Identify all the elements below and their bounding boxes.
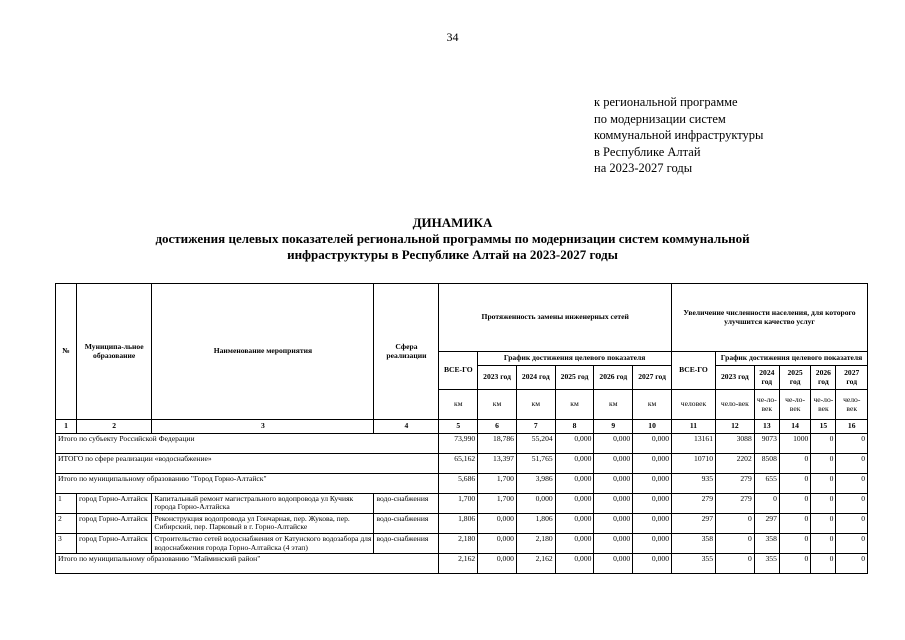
value-cell: 279	[716, 473, 755, 493]
row-number: 3	[56, 533, 77, 553]
column-number: 11	[672, 420, 716, 434]
value-cell: 297	[672, 513, 716, 533]
column-number: 14	[779, 420, 810, 434]
column-number: 12	[716, 420, 755, 434]
value-cell: 655	[754, 473, 779, 493]
appendix-line: по модернизации систем	[594, 111, 726, 126]
value-cell: 0,000	[555, 473, 594, 493]
column-number: 2	[76, 420, 151, 434]
value-cell: 0,000	[594, 473, 633, 493]
value-cell: 0	[811, 513, 836, 533]
summary-row-gorno-altaysk	[56, 473, 868, 493]
column-number: 6	[478, 420, 517, 434]
value-cell: 1000	[779, 433, 810, 453]
row-sphere: водо-снабжения	[374, 513, 439, 533]
value-cell: 0,000	[555, 513, 594, 533]
row-municipality: город Горно-Алтайск	[76, 533, 151, 553]
value-cell: 0,000	[633, 433, 672, 453]
table-row	[56, 533, 868, 553]
value-cell: 3,986	[516, 473, 555, 493]
value-cell: 3088	[716, 433, 755, 453]
value-cell: 2202	[716, 453, 755, 473]
header-municipality: Муниципа-льное образование	[76, 284, 151, 420]
value-cell: 0,000	[594, 513, 633, 533]
unit-km: км	[633, 390, 672, 420]
value-cell: 10710	[672, 453, 716, 473]
value-cell: 355	[754, 554, 779, 574]
row-number: 1	[56, 493, 77, 513]
value-cell: 0	[811, 453, 836, 473]
value-cell: 0,000	[633, 453, 672, 473]
row-measure: Капитальный ремонт магистрального водопровода ул Кучияк города Горно-Алтайска	[152, 493, 374, 513]
summary-label: Итого по муниципальному образованию "Город Горно-Алтайск"	[56, 473, 439, 493]
column-number: 16	[836, 420, 868, 434]
value-cell: 0	[811, 433, 836, 453]
document-subtitle-line: инфраструктуры в Республике Алтай на 2023-2027 годы	[287, 247, 618, 262]
row-number: 2	[56, 513, 77, 533]
value-cell: 0	[779, 493, 810, 513]
value-cell: 13,397	[478, 453, 517, 473]
value-cell: 65,162	[439, 453, 478, 473]
summary-row-mayma	[56, 554, 868, 574]
value-cell: 0,000	[555, 554, 594, 574]
value-cell: 1,700	[478, 493, 517, 513]
value-cell: 0	[836, 554, 868, 574]
value-cell: 0,000	[594, 493, 633, 513]
value-cell: 358	[754, 533, 779, 553]
value-cell: 355	[672, 554, 716, 574]
value-cell: 297	[754, 513, 779, 533]
column-number: 10	[633, 420, 672, 434]
value-cell: 0,000	[633, 493, 672, 513]
value-cell: 0,000	[594, 554, 633, 574]
value-cell: 0	[754, 493, 779, 513]
value-cell: 18,786	[478, 433, 517, 453]
value-cell: 0	[811, 554, 836, 574]
unit-km: км	[555, 390, 594, 420]
header-year: 2027 год	[633, 366, 672, 390]
value-cell: 0	[779, 513, 810, 533]
header-networks-total: ВСЕ-ГО	[439, 352, 478, 390]
summary-row-sphere	[56, 453, 868, 473]
row-measure: Строительство сетей водоснабжения от Катунского водозабора для водоснабжения города Горно-Алтайска (4 этап)	[152, 533, 374, 553]
value-cell: 0,000	[633, 533, 672, 553]
summary-row-subject	[56, 433, 868, 453]
unit-km: км	[594, 390, 633, 420]
header-population-total: ВСЕ-ГО	[672, 352, 716, 390]
unit-km: км	[478, 390, 517, 420]
header-networks-schedule: График достижения целевого показателя	[478, 352, 672, 366]
value-cell: 279	[716, 493, 755, 513]
value-cell: 0,000	[594, 433, 633, 453]
value-cell: 51,765	[516, 453, 555, 473]
value-cell: 0	[836, 433, 868, 453]
value-cell: 935	[672, 473, 716, 493]
value-cell: 1,806	[439, 513, 478, 533]
value-cell: 73,990	[439, 433, 478, 453]
value-cell: 0	[716, 533, 755, 553]
value-cell: 2,162	[439, 554, 478, 574]
column-number: 4	[374, 420, 439, 434]
unit-people: че-ло-век	[811, 390, 836, 420]
header-year: 2024 год	[754, 366, 779, 390]
value-cell: 0,000	[478, 533, 517, 553]
column-number: 1	[56, 420, 77, 434]
value-cell: 0	[811, 493, 836, 513]
value-cell: 9073	[754, 433, 779, 453]
row-sphere: водо-снабжения	[374, 493, 439, 513]
column-number: 8	[555, 420, 594, 434]
header-sphere: Сфера реализации	[374, 284, 439, 420]
appendix-line: в Республике Алтай	[594, 144, 701, 159]
value-cell: 0	[811, 533, 836, 553]
value-cell: 55,204	[516, 433, 555, 453]
unit-people: че-ло-век	[754, 390, 779, 420]
value-cell: 0	[779, 533, 810, 553]
unit-people: чело-век	[716, 390, 755, 420]
row-sphere: водо-снабжения	[374, 533, 439, 553]
value-cell: 0,000	[478, 513, 517, 533]
header-year: 2026 год	[594, 366, 633, 390]
row-measure: Реконструкция водопровода ул Гончарная, пер. Жукова, пер. Сибирский, пер. Парковый в г. Горно-Алтайске	[152, 513, 374, 533]
column-number: 13	[754, 420, 779, 434]
value-cell: 0	[779, 473, 810, 493]
value-cell: 8508	[754, 453, 779, 473]
header-year: 2024 год	[516, 366, 555, 390]
row-municipality: город Горно-Алтайск	[76, 493, 151, 513]
value-cell: 0,000	[555, 453, 594, 473]
column-number: 3	[152, 420, 374, 434]
row-municipality: город Горно-Алтайск	[76, 513, 151, 533]
value-cell: 2,180	[439, 533, 478, 553]
appendix-line: к региональной программе	[594, 95, 738, 109]
value-cell: 1,700	[439, 493, 478, 513]
value-cell: 2,180	[516, 533, 555, 553]
value-cell: 0	[836, 453, 868, 473]
value-cell: 279	[672, 493, 716, 513]
table-row	[56, 493, 868, 513]
table-row	[56, 513, 868, 533]
targets-table	[55, 283, 868, 574]
value-cell: 0	[779, 453, 810, 473]
value-cell: 1,806	[516, 513, 555, 533]
header-no: №	[56, 284, 77, 420]
unit-km: км	[516, 390, 555, 420]
column-number: 15	[811, 420, 836, 434]
unit-people: чело-век	[836, 390, 868, 420]
value-cell: 0,000	[633, 513, 672, 533]
header-year: 2025 год	[779, 366, 810, 390]
value-cell: 0,000	[555, 433, 594, 453]
value-cell: 0	[836, 533, 868, 553]
unit-people: человек	[672, 390, 716, 420]
value-cell: 0	[836, 473, 868, 493]
header-population-schedule: График достижения целевого показателя	[716, 352, 868, 366]
appendix-line: коммунальной инфраструктуры	[594, 128, 764, 142]
unit-people: че-ло-век	[779, 390, 810, 420]
value-cell: 0	[811, 473, 836, 493]
value-cell: 0,000	[555, 533, 594, 553]
value-cell: 1,700	[478, 473, 517, 493]
value-cell: 0	[836, 513, 868, 533]
header-measure: Наименование мероприятия	[152, 284, 374, 420]
page-number: 34	[446, 30, 459, 44]
value-cell: 0,000	[478, 554, 517, 574]
header-year: 2023 год	[478, 366, 517, 390]
value-cell: 0,000	[633, 473, 672, 493]
value-cell: 5,686	[439, 473, 478, 493]
document-title-block	[0, 215, 905, 263]
document-title: ДИНАМИКА	[412, 215, 493, 230]
value-cell: 2,162	[516, 554, 555, 574]
header-year: 2023 год	[716, 366, 755, 390]
column-number: 9	[594, 420, 633, 434]
header-networks-group: Протяженность замены инженерных сетей	[439, 284, 672, 352]
document-subtitle-line: достижения целевых показателей региональной программы по модернизации систем коммунальной	[155, 231, 750, 246]
value-cell: 0,000	[594, 533, 633, 553]
value-cell: 0,000	[516, 493, 555, 513]
appendix-note	[594, 94, 763, 177]
value-cell: 358	[672, 533, 716, 553]
value-cell: 0	[716, 554, 755, 574]
value-cell: 13161	[672, 433, 716, 453]
column-number: 5	[439, 420, 478, 434]
summary-label: Итого по муниципальному образованию "Майминский район"	[56, 554, 439, 574]
appendix-line: на 2023-2027 годы	[594, 161, 693, 175]
header-year: 2025 год	[555, 366, 594, 390]
header-year: 2026 год	[811, 366, 836, 390]
value-cell: 0,000	[633, 554, 672, 574]
header-year: 2027 год	[836, 366, 868, 390]
summary-label: Итого по субъекту Российской Федерации	[56, 433, 439, 453]
value-cell: 0,000	[594, 453, 633, 473]
summary-label: ИТОГО по сфере реализации «водоснабжение»	[56, 453, 439, 473]
unit-km: км	[439, 390, 478, 420]
value-cell: 0	[836, 493, 868, 513]
value-cell: 0,000	[555, 493, 594, 513]
header-population-group: Увеличение численности населения, для которого улучшится качество услуг	[672, 284, 868, 352]
value-cell: 0	[779, 554, 810, 574]
value-cell: 0	[716, 513, 755, 533]
column-number: 7	[516, 420, 555, 434]
